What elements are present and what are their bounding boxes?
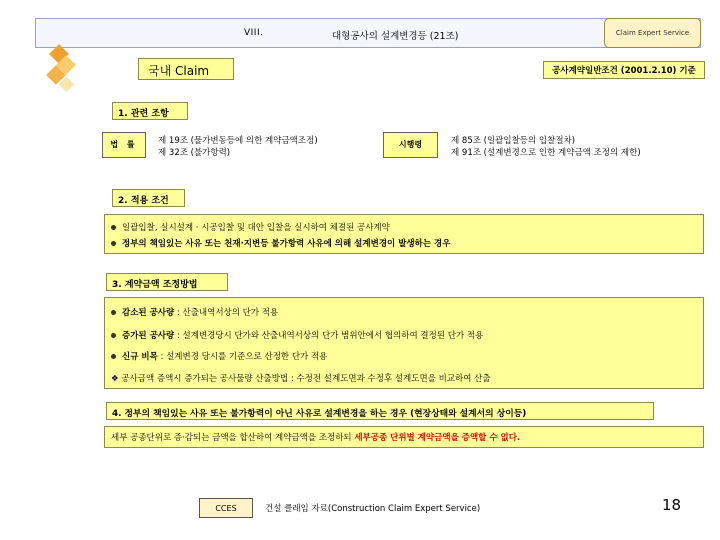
- list-item: [111, 221, 390, 233]
- decree-line: 제 85조 (일괄입찰등의 입찰절차): [451, 136, 576, 146]
- list-item: [111, 306, 278, 318]
- diamond-bullet-icon: ❖: [111, 374, 119, 384]
- law-line: 제 19조 (물가변동등에 의한 계약금액조정): [158, 136, 318, 146]
- page-title: 대형공사의 설계변경등 (21조): [332, 31, 459, 42]
- section4-title-text: 4. 정부의 책임있는 사유 또는 불가항력이 아닌 사유로 설계변경을 하는 경우: [112, 409, 408, 419]
- decree-text: [451, 135, 641, 159]
- footer-text: 건설 클레임 자료(Construction Claim Expert Service): [265, 504, 481, 514]
- list-item: [111, 350, 327, 362]
- bullet-icon: [111, 225, 116, 230]
- section4-title: [106, 402, 654, 420]
- law-line: 제 32조 (불가항력): [158, 148, 231, 158]
- claim-label: 국내 Claim: [138, 58, 234, 80]
- decree-label: 시행령: [383, 132, 438, 158]
- cces-logo: CCES: [199, 498, 253, 518]
- list-item: [111, 237, 450, 249]
- reference-label: 공사계약일반조건 (2001.2.10) 기준: [543, 61, 705, 79]
- bullet-icon: [111, 333, 116, 338]
- page-number: 18: [662, 496, 682, 514]
- section4-body-text: 세부 공종단위로 증·감되는 금액을 합산하여 계약금액을 조정하되: [111, 433, 355, 443]
- item-text: : 산출내역서상의 단가 적용: [174, 308, 279, 318]
- condition-text: 정부의 책임있는 사유 또는 천재·지변등 불가항력 사유에 의해 설계변경이 발생하는 경우: [122, 239, 451, 249]
- item-text: : 설계변경당시 단가와 산출내역서상의 단가 범위안에서 협의하여 결정된 단가 적용: [174, 331, 484, 341]
- section2-title: 2. 적용 조건: [112, 189, 185, 207]
- law-label: 법 률: [102, 132, 146, 158]
- service-badge: Claim Expert Service: [604, 18, 701, 48]
- section4-title-suffix: (현장상태와 설계서의 상이등): [410, 409, 527, 419]
- item-key: 감소된 공사량: [122, 308, 175, 318]
- bullet-icon: [111, 310, 116, 315]
- adjustment-panel: [104, 297, 704, 389]
- note-text: 공사금액 증액시 증가되는 공사물량 산출방법 : 수정전 설계도면과 수정후 설계도면을 비교하여 산출: [121, 374, 491, 384]
- condition-text: 일괄입찰, 실시설계 · 시공입찰 및 대안 입찰을 실시하여 체결된 공사계약: [122, 223, 390, 233]
- section4-body-emphasis: 세부공종 단위별 계약금액을 증액할 수 없다.: [354, 433, 521, 443]
- note-item: [111, 372, 491, 384]
- section4-body: [104, 426, 704, 448]
- item-key: 신규 비목: [122, 352, 158, 362]
- section3-title: 3. 계약금액 조정방법: [106, 273, 228, 291]
- chapter-number: VIII.: [244, 28, 264, 38]
- list-item: [111, 329, 483, 341]
- item-text: : 설계변경 당시를 기준으로 산정한 단가 적용: [157, 352, 328, 362]
- conditions-panel: [104, 214, 704, 254]
- bullet-icon: [111, 241, 116, 246]
- item-key: 증가된 공사량: [122, 331, 175, 341]
- decree-line: 제 91조 (설계변경으로 인한 계약금액 조정의 제한): [451, 148, 641, 158]
- law-text: [158, 135, 318, 159]
- bullet-icon: [111, 354, 116, 359]
- section1-title: 1. 관련 조항: [112, 102, 188, 120]
